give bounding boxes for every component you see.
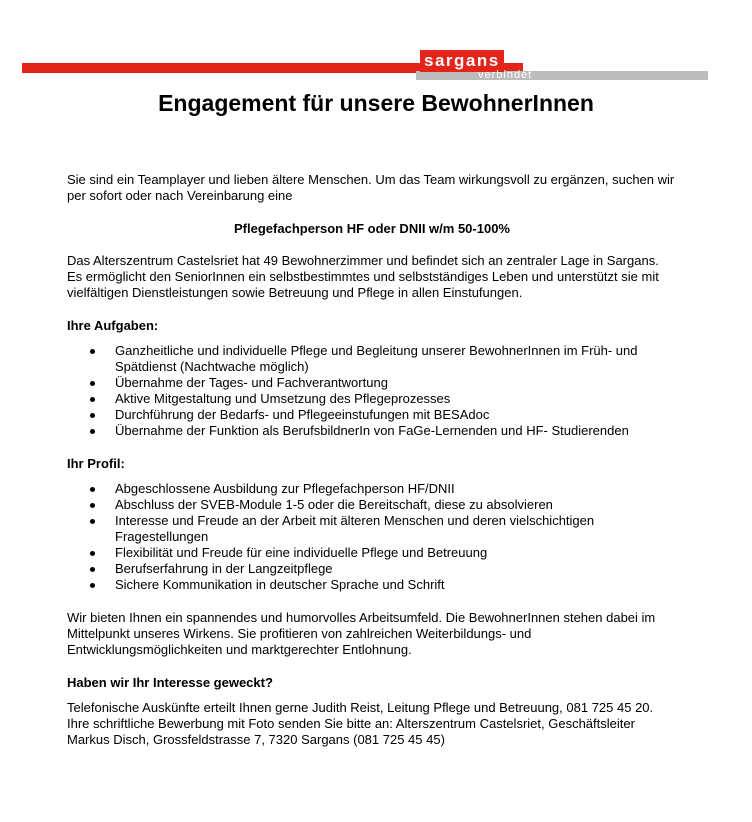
list-item: Ganzheitliche und individuelle Pflege und Begleitung unserer BewohnerInnen im Früh- und Spätdienst (Nachtwache möglich)	[67, 343, 677, 375]
list-item: Aktive Mitgestaltung und Umsetzung des Pflegeprozesses	[67, 391, 677, 407]
position-title: Pflegefachperson HF oder DNII w/m 50-100%	[234, 221, 510, 236]
profile-list	[67, 481, 677, 593]
list-item: Durchführung der Bedarfs- und Pflegeeinstufungen mit BESAdoc	[67, 407, 677, 423]
list-item: Übernahme der Tages- und Fachverantwortung	[67, 375, 677, 391]
tasks-list	[67, 343, 677, 439]
tasks-section	[67, 318, 677, 439]
offer-paragraph: Wir bieten Ihnen ein spannendes und humorvolles Arbeitsumfeld. Die BewohnerInnen stehen dabei im Mittelpunkt unseres Wirkens. Sie profitieren von zahlreichen Weiterbildungs- und Entwicklungsmöglichkeiten und marktgerechter Entlohnung.	[67, 610, 656, 657]
logo-wordmark: sargans	[420, 50, 504, 72]
logo-tagline: verbindet	[478, 69, 533, 81]
profile-heading: Ihr Profil:	[67, 456, 125, 471]
list-item: Interesse und Freude an der Arbeit mit älteren Menschen und deren vielschichtigen Fragestellungen	[67, 513, 677, 545]
list-item: Übernahme der Funktion als BerufsbildnerIn von FaGe-Lernenden und HF- Studierenden	[67, 423, 677, 439]
profile-section	[67, 456, 677, 593]
list-item: Berufserfahrung in der Langzeitpflege	[67, 561, 677, 577]
description-paragraph: Das Alterszentrum Castelsriet hat 49 Bewohnerzimmer und befindet sich an zentraler Lage in Sargans. Es ermöglicht den SeniorInnen ein selbstbestimmtes und selbstständiges Leben und unterstützt sie mit vielfältigen Dienstleistungen sowie Betreuung und Pflege in allen Einstufungen.	[67, 253, 659, 300]
header	[0, 0, 752, 90]
logo-gray-bar	[416, 71, 708, 80]
interest-heading: Haben wir Ihr Interesse geweckt?	[67, 675, 273, 690]
list-item: Abschluss der SVEB-Module 1-5 oder die Bereitschaft, diese zu absolvieren	[67, 497, 677, 513]
document-body	[67, 172, 677, 748]
list-item: Abgeschlossene Ausbildung zur Pflegefachperson HF/DNII	[67, 481, 677, 497]
tasks-heading: Ihre Aufgaben:	[67, 318, 159, 333]
list-item: Flexibilität und Freude für eine individuelle Pflege und Betreuung	[67, 545, 677, 561]
page-title: Engagement für unsere BewohnerInnen	[158, 90, 594, 116]
list-item: Sichere Kommunikation in deutscher Sprache und Schrift	[67, 577, 677, 593]
contact-paragraph: Telefonische Auskünfte erteilt Ihnen gerne Judith Reist, Leitung Pflege und Betreuung, 081 725 45 20. Ihre schriftliche Bewerbung mit Foto senden Sie bitte an: Alterszentrum Castelsriet, Geschäftsleiter Markus Disch, Grossfeldstrasse 7, 7320 Sargans (081 725 45 45)	[67, 700, 654, 747]
intro-paragraph: Sie sind ein Teamplayer und lieben ältere Menschen. Um das Team wirkungsvoll zu ergänzen, suchen wir per sofort oder nach Vereinbarung eine	[67, 172, 675, 203]
